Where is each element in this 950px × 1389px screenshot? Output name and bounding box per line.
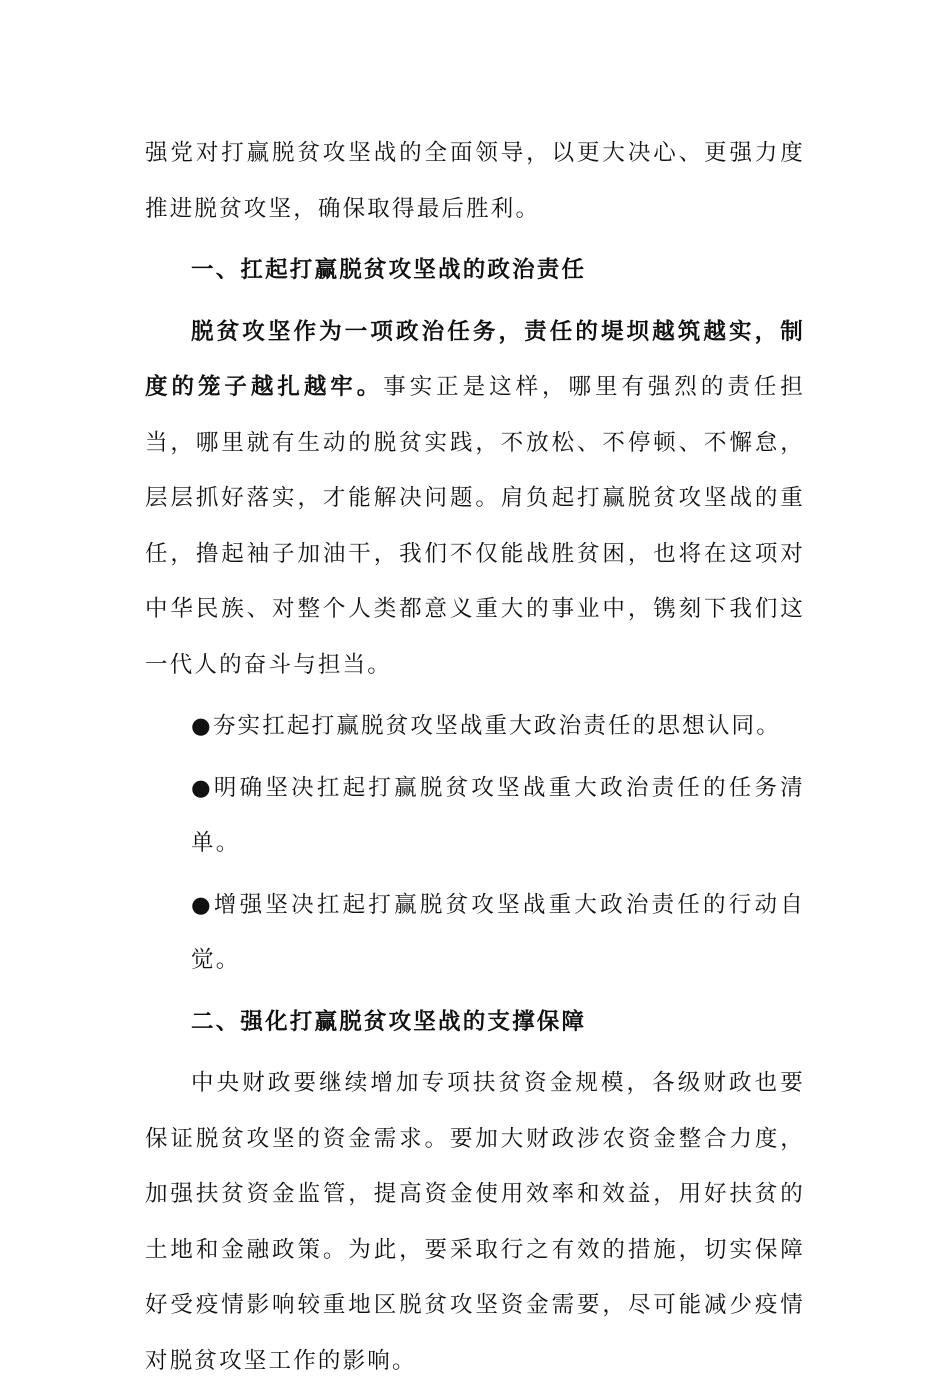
document-page: [145, 126, 805, 1389]
bullet-item-1: ●夯实扛起打赢脱贫攻坚战重大政治责任的思想认同。: [191, 713, 781, 739]
section-2-paragraph: 中央财政要继续增加专项扶贫资金规模，各级财政也要保证脱贫攻坚的资金需求。要加大财政涉农资金整合力度，加强扶贫资金监管，提高资金使用效率和效益，用好扶贫的土地和金融政策。为此，要采取行之有效的措施，切实保障好受疫情影响较重地区脱贫攻坚资金需要，尽可能减少疫情对脱贫攻坚工作的影响。: [145, 1070, 805, 1374]
section-1-lead-bold: 脱贫攻坚作为一项政治任务，责任的堤坝越筑越实，制度的笼子越扎越牢。: [145, 318, 805, 400]
section-1-paragraph: [145, 305, 805, 694]
bullet-item-3: ●增强坚决扛起打赢脱贫攻坚战重大政治责任的行动自觉。: [191, 891, 805, 973]
intro-paragraph: 强党对打赢脱贫攻坚战的全面领导，以更大决心、更强力度推进脱贫攻坚，确保取得最后胜利。: [145, 140, 805, 222]
section-heading-2: 二、强化打赢脱贫攻坚战的支撑保障: [191, 1008, 587, 1035]
section-heading-1: 一、扛起打赢脱贫攻坚战的政治责任: [191, 257, 587, 283]
section-1-body: 事实正是这样，哪里有强烈的责任担当，哪里就有生动的脱贫实践，不放松、不停顿、不懈怠，层层抓好落实，才能解决问题。肩负起打赢脱贫攻坚战的重任，撸起袖子加油干，我们不仅能战胜贫困，也将在这项对中华民族、对整个人类都意义重大的事业中，镌刻下我们这一代人的奋斗与担当。: [145, 374, 805, 678]
bullet-item-2: ●明确坚决扛起打赢脱贫攻坚战重大政治责任的任务清单。: [191, 774, 805, 856]
